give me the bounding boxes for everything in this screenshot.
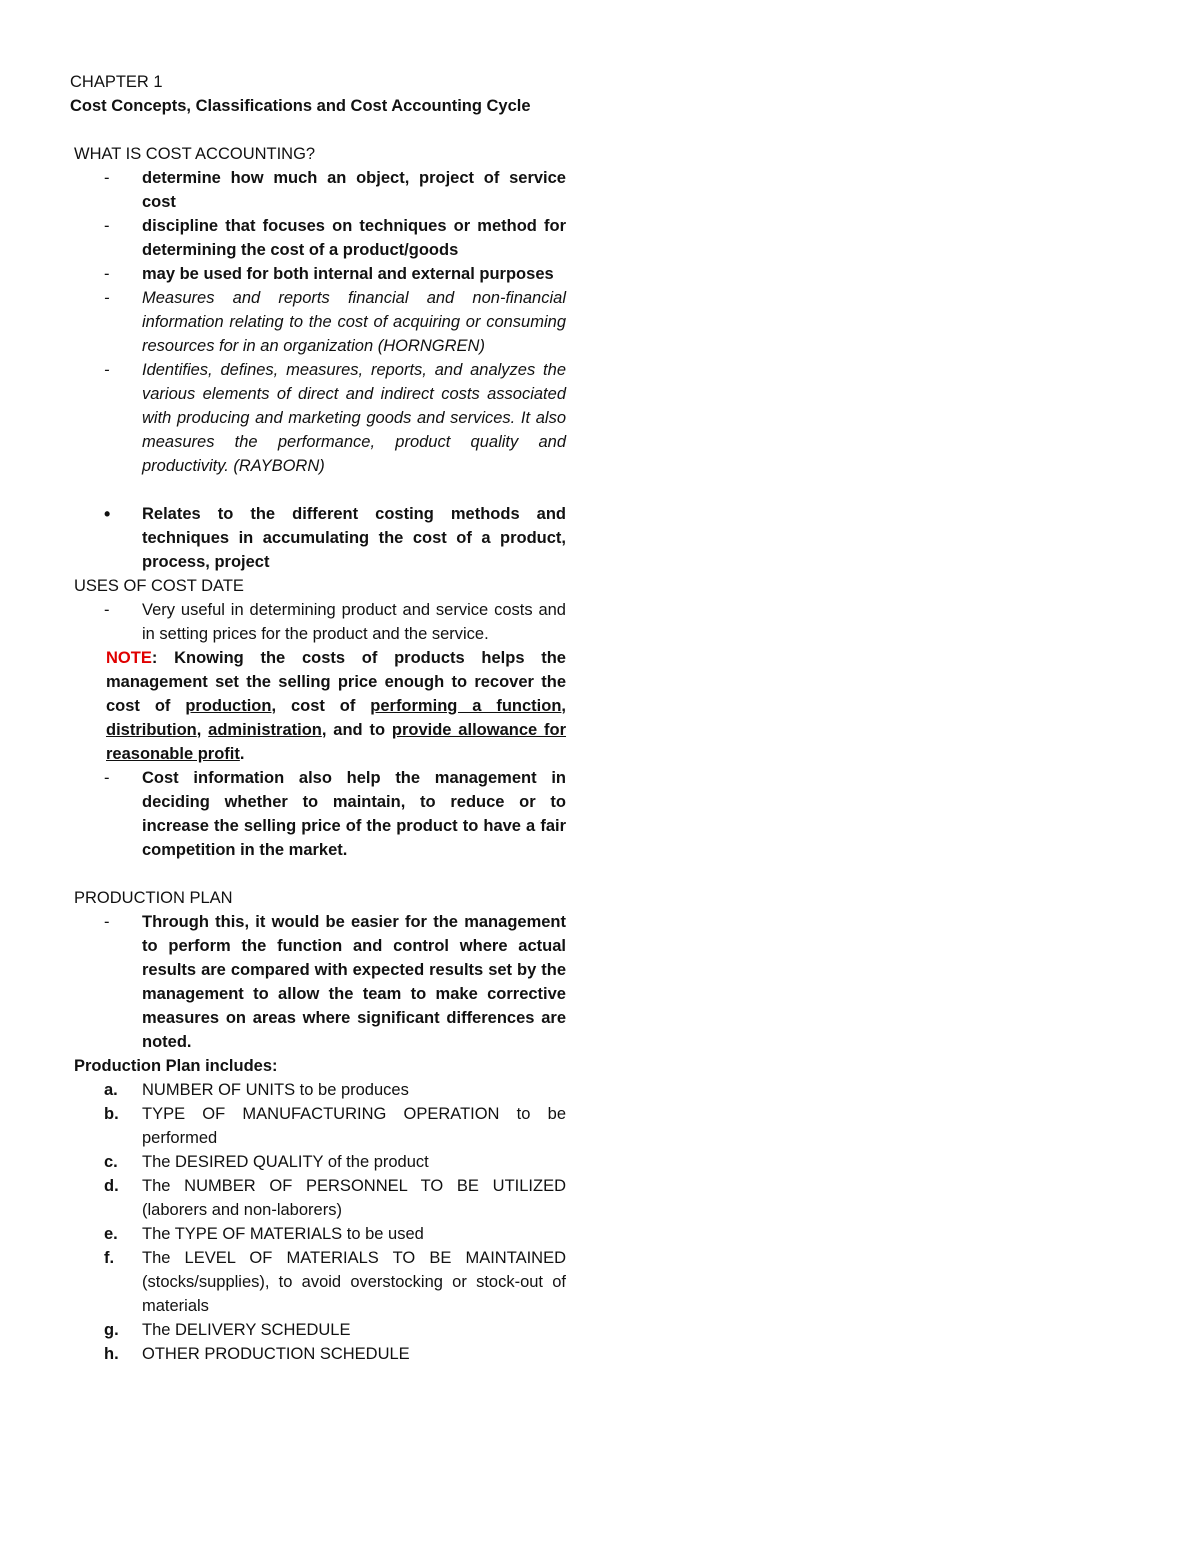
note-text: , xyxy=(196,721,209,739)
list-item xyxy=(70,286,566,358)
lettered-item-text: The LEVEL OF MATERIALS TO BE MAINTAINED (stocks/supplies), to avoid overstocking or stock-out of materials xyxy=(142,1249,566,1315)
dash-marker: - xyxy=(104,913,110,931)
note-underlined: distribution xyxy=(106,721,197,739)
item-letter: e. xyxy=(104,1225,118,1243)
list-item xyxy=(70,214,566,262)
item-letter: d. xyxy=(104,1177,119,1195)
list-item-text: Measures and reports financial and non-financial information relating to the cost of acquiring or consuming resources for in an organization (HORNGREN) xyxy=(142,289,566,355)
note-label: NOTE xyxy=(106,649,152,667)
note-text: , xyxy=(561,697,566,715)
lettered-item-text: The DESIRED QUALITY of the product xyxy=(142,1153,429,1171)
dash-marker: - xyxy=(104,769,110,787)
note-text: , and to xyxy=(321,721,392,739)
note-colon: : xyxy=(151,649,158,667)
list-item-text: Very useful in determining product and service costs and in setting prices for the product and the service. xyxy=(142,601,566,643)
list-item xyxy=(70,358,566,478)
section-heading: Production Plan includes: xyxy=(74,1057,278,1075)
list-item-text: may be used for both internal and external purposes xyxy=(142,265,554,283)
spacer xyxy=(70,118,566,142)
list-item xyxy=(70,910,566,1054)
lettered-item-text: TYPE OF MANUFACTURING OPERATION to be performed xyxy=(142,1105,566,1147)
list-item-text: discipline that focuses on techniques or method for determining the cost of a product/goods xyxy=(142,217,566,259)
item-letter: b. xyxy=(104,1105,119,1123)
item-letter: c. xyxy=(104,1153,118,1171)
section-heading: WHAT IS COST ACCOUNTING? xyxy=(74,145,316,163)
lettered-item xyxy=(70,1102,566,1150)
lettered-item xyxy=(70,1246,566,1318)
bullet-icon: • xyxy=(104,504,111,524)
lettered-item xyxy=(70,1318,566,1342)
lettered-item-text: The DELIVERY SCHEDULE xyxy=(142,1321,351,1339)
spacer xyxy=(70,862,566,886)
item-letter: g. xyxy=(104,1321,119,1339)
list-item xyxy=(70,598,566,646)
chapter-title: Cost Concepts, Classifications and Cost Accounting Cycle xyxy=(70,97,531,115)
list-item xyxy=(70,166,566,214)
dash-marker: - xyxy=(104,289,110,307)
document-page xyxy=(70,70,566,1366)
section-production-plan xyxy=(70,886,566,910)
dash-marker: - xyxy=(104,601,110,619)
lettered-item-text: OTHER PRODUCTION SCHEDULE xyxy=(142,1345,410,1363)
dash-marker: - xyxy=(104,265,110,283)
list-item-text: Identifies, defines, measures, reports, and analyzes the various elements of direct and indirect costs associated with producing and marketing goods and services. It also measures the performance, product quality and productivity. (RAYBORN) xyxy=(142,361,566,475)
list-item-text: determine how much an object, project of service cost xyxy=(142,169,566,211)
list-item xyxy=(70,262,566,286)
bullet-item-text: Relates to the different costing methods and techniques in accumulating the cost of a product, process, project xyxy=(142,505,566,571)
lettered-item xyxy=(70,1342,566,1366)
dash-marker: - xyxy=(104,361,110,379)
lettered-item xyxy=(70,1150,566,1174)
item-letter: f. xyxy=(104,1249,115,1267)
section-uses-of-cost-data xyxy=(70,574,566,598)
lettered-item xyxy=(70,1222,566,1246)
section-what-is-cost-accounting xyxy=(70,142,566,166)
chapter-label: CHAPTER 1 xyxy=(70,73,163,91)
note-underlined: performing a function xyxy=(370,697,562,715)
list-item xyxy=(70,766,566,862)
lettered-item-text: The NUMBER OF PERSONNEL TO BE UTILIZED (laborers and non-laborers) xyxy=(142,1177,566,1219)
list-item-text: Through this, it would be easier for the management to perform the function and control where actual results are compared with expected results set by the management to allow the team to make corrective measures on areas where significant differences are noted. xyxy=(142,913,566,1051)
note-underlined: production xyxy=(185,697,272,715)
list-item-text: Cost information also help the management in deciding whether to maintain, to reduce or to increase the selling price of the product to have a fair competition in the market. xyxy=(142,769,566,859)
section-production-plan-includes xyxy=(70,1054,566,1078)
note-text: . xyxy=(239,745,245,763)
note-paragraph xyxy=(106,646,566,766)
bullet-item xyxy=(70,502,566,574)
dash-marker: - xyxy=(104,169,110,187)
note-text: Knowing the costs of products helps the management set the selling price enough to recover the cost of xyxy=(106,649,566,715)
lettered-item xyxy=(70,1174,566,1222)
section-heading: USES OF COST DATE xyxy=(74,577,244,595)
note-underlined: provide allowance for reasonable profit xyxy=(106,721,567,763)
lettered-item xyxy=(70,1078,566,1102)
item-letter: a. xyxy=(104,1081,118,1099)
lettered-item-text: The TYPE OF MATERIALS to be used xyxy=(142,1225,424,1243)
lettered-item-text: NUMBER OF UNITS to be produces xyxy=(142,1081,409,1099)
note-text: , cost of xyxy=(271,697,371,715)
note-underlined: administration xyxy=(208,721,322,739)
dash-marker: - xyxy=(104,217,110,235)
section-heading: PRODUCTION PLAN xyxy=(74,889,233,907)
spacer xyxy=(70,478,566,502)
item-letter: h. xyxy=(104,1345,119,1363)
